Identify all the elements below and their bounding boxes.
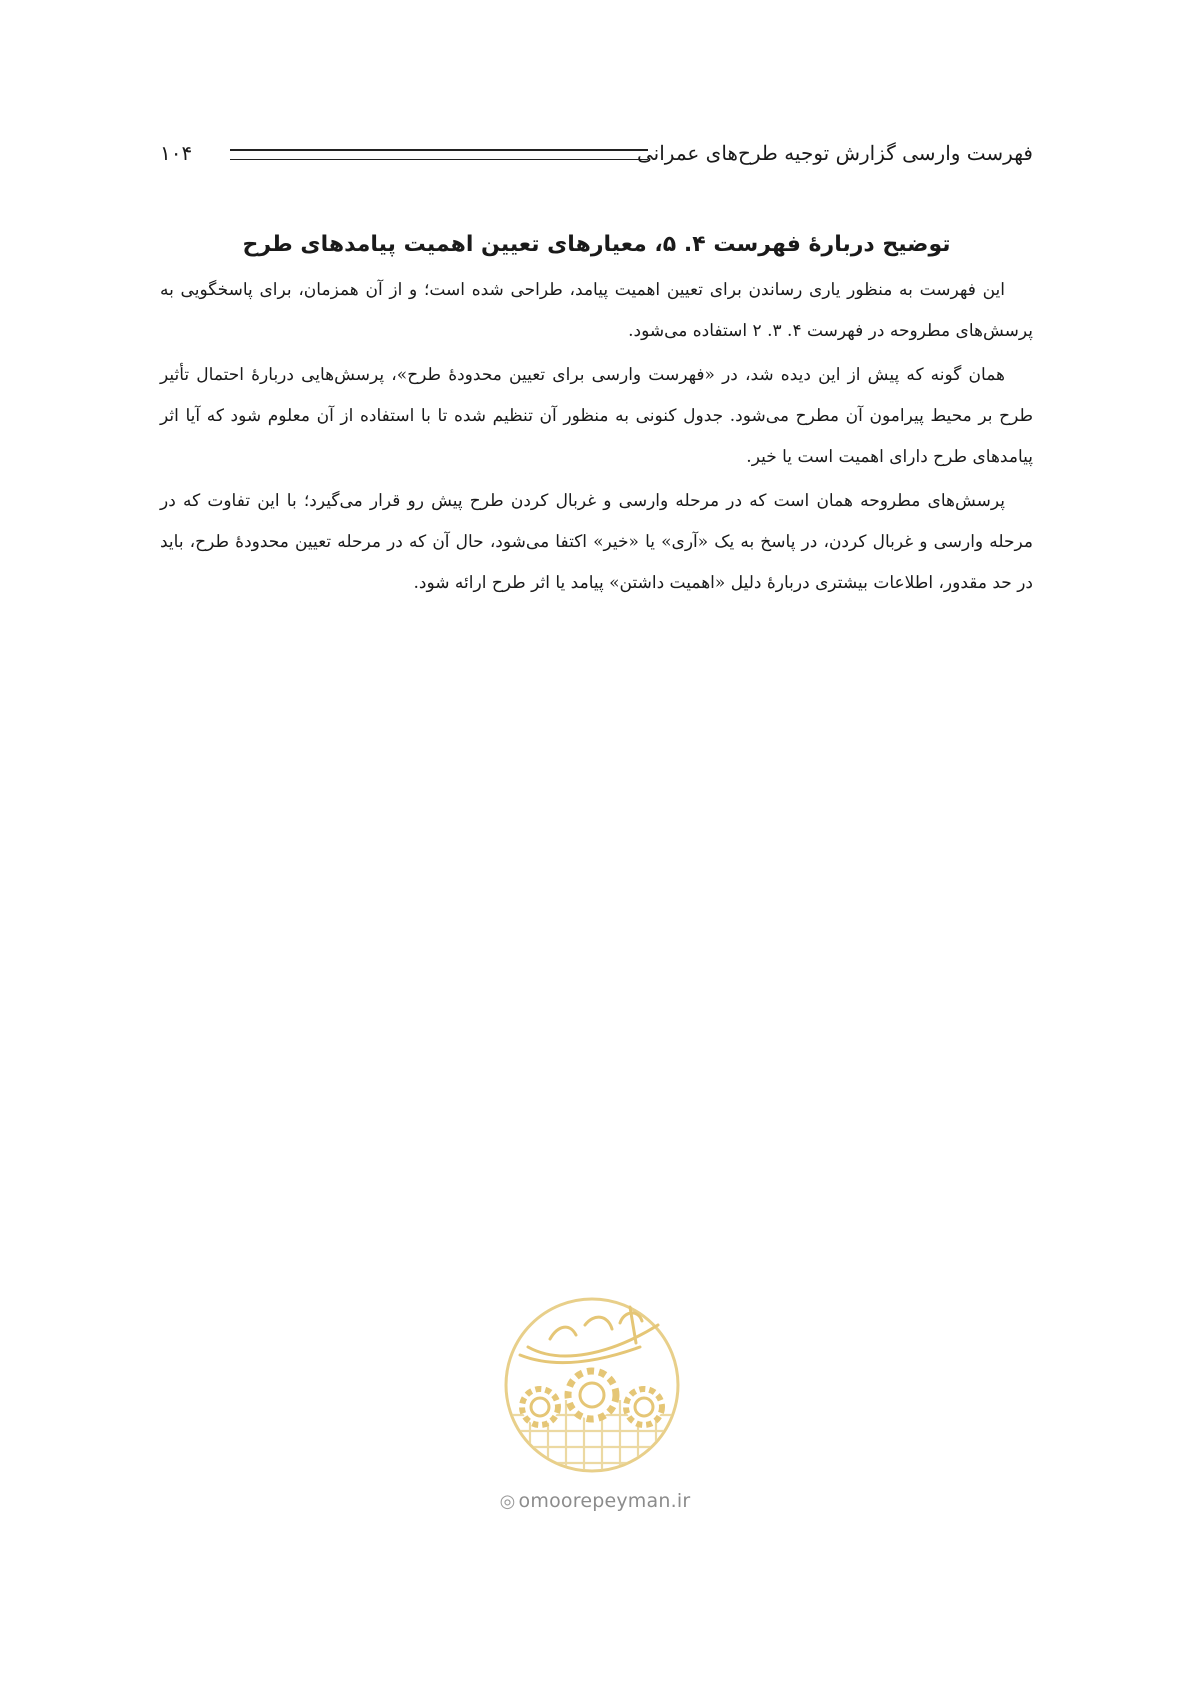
- paragraph-2: همان گونه که پیش از این دیده شد، در «فهرست وارسی برای تعیین محدودۀ طرح»، پرسش‌هایی دربارۀ احتمال تأثیر طرح بر محیط پیرامون آن مطرح می‌شود. جدول کنونی به منظور آن تنظیم شده تا با استفاده از آن معلوم شود که آیا اثر پیامدهای طرح دارای اهمیت است یا خیر.: [160, 365, 1033, 467]
- instagram-icon: ◎: [499, 1491, 516, 1512]
- main-content: [160, 228, 1033, 607]
- logo-caption: [470, 1490, 720, 1512]
- omoorepeyman-logo: [490, 1295, 695, 1475]
- running-header: [160, 140, 1033, 180]
- header-rule: [230, 149, 648, 160]
- running-title: فهرست وارسی گزارش توجیه طرح‌های عمرانی: [637, 141, 1033, 165]
- paragraph-3: پرسش‌های مطروحه همان است که در مرحله وارسی و غربال کردن طرح پیش رو قرار می‌گیرد؛ با این تفاوت که در مرحله وارسی و غربال کردن، در پاسخ به یک «آری» یا «خیر» اکتفا می‌شود، حال آن که در مرحله تعیین محدودۀ طرح، باید در حد مقدور، اطلاعات بیشتری دربارۀ دلیل «اهمیت داشتن» پیامد یا اثر طرح ارائه شود.: [160, 491, 1033, 593]
- page-number: ۱۰۴: [160, 141, 193, 165]
- logo-caption-text: omoorepeyman.ir: [518, 1490, 691, 1512]
- paragraph-1: این فهرست به منظور یاری رساندن برای تعیین اهمیت پیامد، طراحی شده است؛ و از آن همزمان، برای پاسخگویی به پرسش‌های مطروحه در فهرست ۴. ۳. ۲ استفاده می‌شود.: [160, 280, 1033, 341]
- section-title: توضیح دربارۀ فهرست ۴. ۵، معیارهای تعیین اهمیت پیامدهای طرح: [242, 232, 951, 257]
